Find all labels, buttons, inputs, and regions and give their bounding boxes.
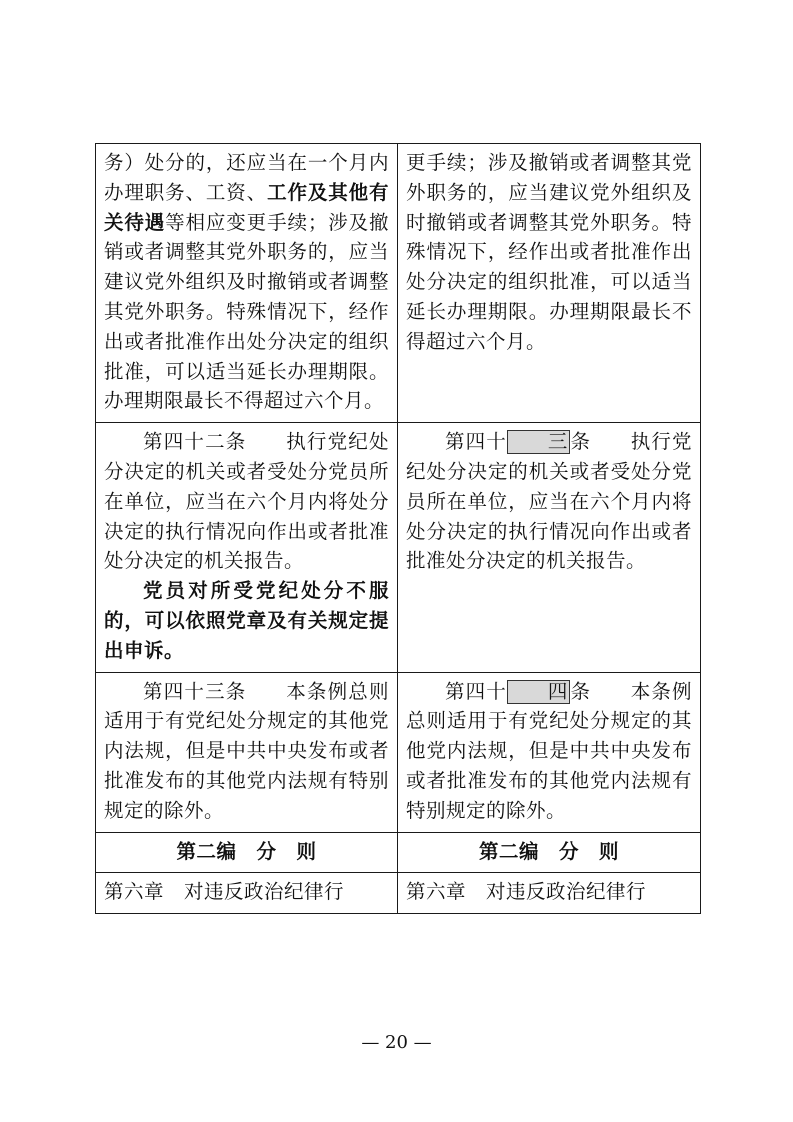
bold-amended-text: 党员对所受党纪处分不服的，可以依照党章及有关规定提出申诉。	[104, 579, 389, 662]
paragraph	[406, 427, 692, 576]
original-text-cell	[96, 423, 398, 672]
article-number-prefix: 第四十	[445, 679, 507, 703]
comparison-table-body	[96, 144, 701, 833]
article-number-suffix: 条	[569, 679, 592, 703]
paragraph	[104, 148, 389, 416]
revised-text-cell	[398, 672, 701, 832]
chapter-heading-left: 第六章 对违反政治纪律行	[96, 873, 398, 914]
article-number: 第四十三条	[143, 679, 247, 703]
chapter-heading-row	[96, 873, 701, 914]
paragraph	[406, 677, 692, 826]
text-segment: 本条例总则适用于有党纪处分规定的其他党内法规，但是中共中央发布或者批准发布的其他党内法规有特别规定的除外。	[104, 679, 389, 822]
article-number-suffix: 条	[569, 430, 592, 454]
revised-number-highlight: 四	[507, 680, 570, 704]
original-text-cell	[96, 144, 398, 423]
comparison-row	[96, 672, 701, 832]
text-segment: 更手续；涉及撤销或者调整其党外职务的，应当建议党外组织及时撤销或者调整其党外职务。特殊情况下，经作出或者批准作出处分决定的组织批准，可以适当延长办理期限。办理期限最长不得超过六个月。	[406, 151, 692, 353]
part-heading-right: 第二编 分 则	[398, 832, 701, 873]
paragraph	[104, 427, 389, 576]
paragraph	[104, 576, 389, 665]
text-segment: 执行党纪处分决定的机关或者受处分党员所在单位，应当在六个月内将处分决定的执行情况向作出或者批准处分决定的机关报告。	[406, 430, 692, 573]
part-heading-row	[96, 832, 701, 873]
revised-text-cell	[398, 423, 701, 672]
text-segment: 本条例总则适用于有党纪处分规定的其他党内法规，但是中共中央发布或者批准发布的其他党内法规有特别规定的除外。	[406, 679, 692, 822]
comparison-table	[95, 143, 701, 914]
article-number-prefix: 第四十	[445, 430, 507, 454]
bold-amended-text: 工作及其他有关待遇	[104, 180, 389, 234]
comparison-row	[96, 423, 701, 672]
paragraph	[104, 677, 389, 826]
page-number: — 20 —	[361, 1032, 432, 1053]
chapter-heading-right: 第六章 对违反政治纪律行	[398, 873, 701, 914]
text-segment: 务）处分的，还应当在一个月内办理职务、工资、	[104, 151, 389, 204]
article-number: 第四十二条	[143, 430, 247, 454]
comparison-row	[96, 144, 701, 423]
revised-number-highlight: 三	[507, 430, 570, 454]
text-segment: 执行党纪处分决定的机关或者受处分党员所在单位，应当在六个月内将处分决定的执行情况向作出或者批准处分决定的机关报告。	[104, 430, 389, 573]
part-heading-left: 第二编 分 则	[96, 832, 398, 873]
text-segment: 等相应变更手续；涉及撤销或者调整其党外职务的，应当建议党外组织及时撤销或者调整其党外职务。特殊情况下，经作出或者批准作出处分决定的组织批准，可以适当延长办理期限。办理期限最长不得超过六个月。	[104, 210, 389, 413]
original-text-cell	[96, 672, 398, 832]
paragraph	[406, 148, 692, 357]
revised-text-cell	[398, 144, 701, 423]
